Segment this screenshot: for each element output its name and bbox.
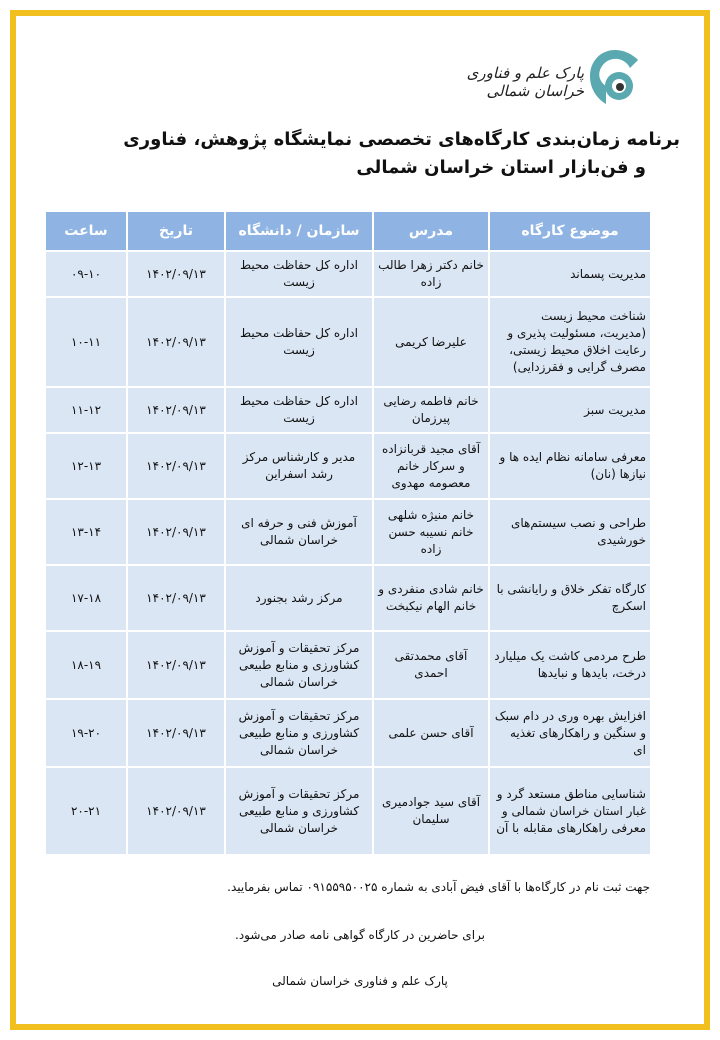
time-cell: ۱۸-۱۹: [45, 631, 127, 699]
org-cell: اداره کل حفاظت محیط زیست: [225, 297, 373, 387]
date-cell: ۱۴۰۲/۰۹/۱۳: [127, 387, 225, 433]
topic-cell: کارگاه تفکر خلاق و رایانشی با اسکرچ: [489, 565, 651, 631]
instructor-cell: خانم دکتر زهرا طالب زاده: [373, 251, 489, 297]
column-header: مدرس: [373, 211, 489, 251]
date-cell: ۱۴۰۲/۰۹/۱۳: [127, 251, 225, 297]
time-cell: ۱۱-۱۲: [45, 387, 127, 433]
instructor-cell: خانم فاطمه رضایی پیرزمان: [373, 387, 489, 433]
org-cell: مرکز تحقیقات و آموزش کشاورزی و منابع طبیعی خراسان شمالی: [225, 699, 373, 767]
topic-cell: افزایش بهره وری در دام سبک و سنگین و راهکارهای تغذیه ای: [489, 699, 651, 767]
table-row: [45, 699, 651, 767]
org-cell: اداره کل حفاظت محیط زیست: [225, 387, 373, 433]
logo-text: پارک علم و فناوری خراسان شمالی: [466, 64, 584, 100]
table-row: [45, 631, 651, 699]
page-title: [40, 126, 680, 182]
topic-cell: طرح مردمی کاشت یک میلیارد درخت، بایدها و نبایدها: [489, 631, 651, 699]
instructor-cell: خانم شادی منفردی و خانم الهام نیکبخت: [373, 565, 489, 631]
workshop-schedule-table: [44, 210, 652, 856]
topic-cell: طراحی و نصب سیستم‌های خورشیدی: [489, 499, 651, 565]
footer-organization: پارک علم و فناوری خراسان شمالی: [272, 974, 448, 988]
instructor-cell: آقای حسن علمی: [373, 699, 489, 767]
instructor-cell: آقای محمدتقی احمدی: [373, 631, 489, 699]
instructor-cell: خانم منیژه شلهی خانم نسیبه حسن زاده: [373, 499, 489, 565]
org-cell: اداره کل حفاظت محیط زیست: [225, 251, 373, 297]
time-cell: ۱۷-۱۸: [45, 565, 127, 631]
title-line-2: و فن‌بازار استان خراسان شمالی: [356, 157, 646, 178]
date-cell: ۱۴۰۲/۰۹/۱۳: [127, 433, 225, 499]
registration-note: جهت ثبت نام در کارگاه‌ها با آقای فیض آبادی به شماره ۰۹۱۵۵۹۵۰۰۲۵ تماس بفرمایید.: [227, 880, 650, 894]
org-cell: مرکز رشد بجنورد: [225, 565, 373, 631]
org-cell: مرکز تحقیقات و آموزش کشاورزی و منابع طبیعی خراسان شمالی: [225, 631, 373, 699]
topic-cell: مدیریت سبز: [489, 387, 651, 433]
column-header: موضوع کارگاه: [489, 211, 651, 251]
table-row: [45, 387, 651, 433]
table-row: [45, 297, 651, 387]
date-cell: ۱۴۰۲/۰۹/۱۳: [127, 699, 225, 767]
certificate-note: برای حاضرین در کارگاه گواهی نامه صادر می‌شود.: [235, 928, 485, 942]
date-cell: ۱۴۰۲/۰۹/۱۳: [127, 499, 225, 565]
time-cell: ۲۰-۲۱: [45, 767, 127, 855]
date-cell: ۱۴۰۲/۰۹/۱۳: [127, 631, 225, 699]
table-row: [45, 565, 651, 631]
column-header: تاریخ: [127, 211, 225, 251]
table-row: [45, 499, 651, 565]
park-logo-icon: [586, 46, 644, 112]
org-cell: مدیر و کارشناس مرکز رشد اسفراین: [225, 433, 373, 499]
topic-cell: شناسایی مناطق مستعد گرد و غبار استان خراسان شمالی و معرفی راهکارهای مقابله با آن: [489, 767, 651, 855]
time-cell: ۱۲-۱۳: [45, 433, 127, 499]
time-cell: ۰۹-۱۰: [45, 251, 127, 297]
topic-cell: مدیریت پسماند: [489, 251, 651, 297]
instructor-cell: آقای مجید قربانزاده و سرکار خانم معصومه مهدوی: [373, 433, 489, 499]
title-line-1: برنامه زمان‌بندی کارگاه‌های تخصصی نمایشگاه پژوهش، فناوری: [123, 129, 680, 150]
column-header: سازمان / دانشگاه: [225, 211, 373, 251]
time-cell: ۱۳-۱۴: [45, 499, 127, 565]
table-row: [45, 251, 651, 297]
time-cell: ۱۰-۱۱: [45, 297, 127, 387]
instructor-cell: آقای سید جوادمیری سلیمان: [373, 767, 489, 855]
table-row: [45, 433, 651, 499]
table-header-row: [45, 211, 651, 251]
date-cell: ۱۴۰۲/۰۹/۱۳: [127, 767, 225, 855]
instructor-cell: علیرضا کریمی: [373, 297, 489, 387]
date-cell: ۱۴۰۲/۰۹/۱۳: [127, 297, 225, 387]
topic-cell: معرفی سامانه نظام ایده ها و نیازها (نان): [489, 433, 651, 499]
org-cell: مرکز تحقیقات و آموزش کشاورزی و منابع طبیعی خراسان شمالی: [225, 767, 373, 855]
topic-cell: شناخت محیط زیست (مدیریت، مسئولیت پذیری و رعایت اخلاق محیط زیستی، مصرف گرایی و فقرزدایی): [489, 297, 651, 387]
column-header: ساعت: [45, 211, 127, 251]
date-cell: ۱۴۰۲/۰۹/۱۳: [127, 565, 225, 631]
time-cell: ۱۹-۲۰: [45, 699, 127, 767]
logo: [434, 46, 644, 120]
table-row: [45, 767, 651, 855]
org-cell: آموزش فنی و حرفه ای خراسان شمالی: [225, 499, 373, 565]
